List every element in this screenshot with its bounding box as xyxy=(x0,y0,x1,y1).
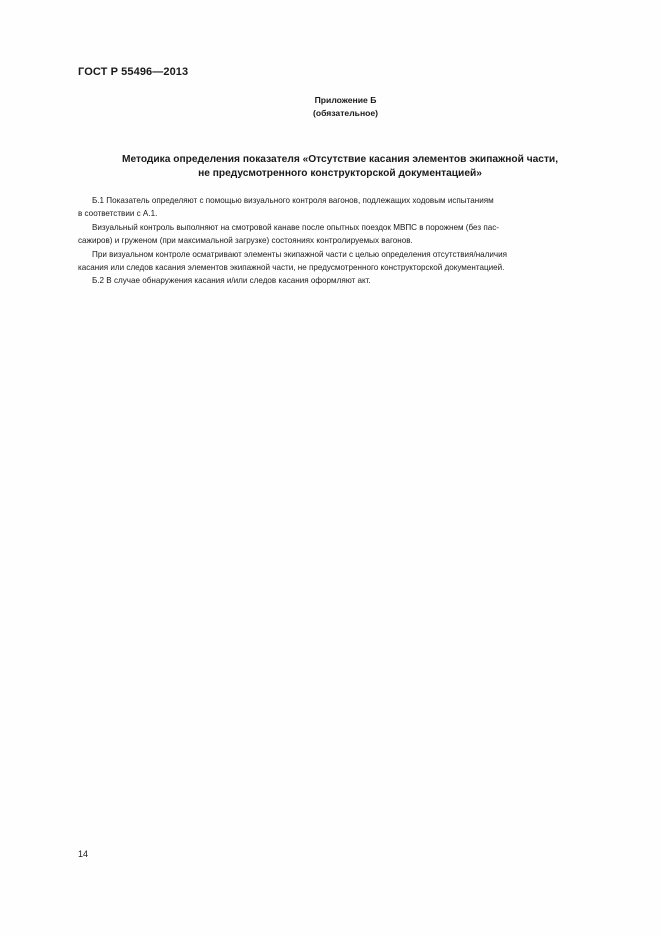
paragraph-line: Визуальный контроль выполняют на смотровой канаве после опытных поездок МВПС в порожнем (без пас- xyxy=(92,222,499,232)
paragraph-inspection xyxy=(78,248,618,275)
paragraph-line: Б.1 Показатель определяют с помощью визуального контроля вагонов, подлежащих ходовым испытаниям xyxy=(92,196,494,205)
appendix-status: (обязательное) xyxy=(312,108,379,118)
paragraph-line: При визуальном контроле осматривают элементы экипажной части с целью определения отсутствия/наличия xyxy=(92,249,508,259)
paragraph-b1 xyxy=(78,194,618,221)
paragraph-line: Б.2 В случае обнаружения касания и/или следов касания оформляют акт. xyxy=(92,276,371,286)
paragraph-visual-control xyxy=(78,221,618,248)
section-title-line-1: Методика определения показателя «Отсутствие касания элементов экипажной части, xyxy=(121,154,559,165)
standard-designation: ГОСТ Р 55496—2013 xyxy=(78,66,189,78)
paragraph-line: сажиров) и груженом (при максимальной загрузке) состояниях контролируемых вагонов. xyxy=(78,236,413,246)
page-number: 14 xyxy=(78,849,89,859)
paragraph-line: в соответствии с А.1. xyxy=(78,209,158,219)
section-title xyxy=(60,153,620,181)
paragraph-b2 xyxy=(78,274,618,287)
appendix-title: Приложение Б xyxy=(314,95,377,105)
section-title-line-2: не предусмотренного конструкторской документацией» xyxy=(198,168,482,179)
paragraph-line: касания или следов касания элементов экипажной части, не предусмотренного конструкторской документацией. xyxy=(78,262,505,272)
body-text xyxy=(78,194,618,288)
